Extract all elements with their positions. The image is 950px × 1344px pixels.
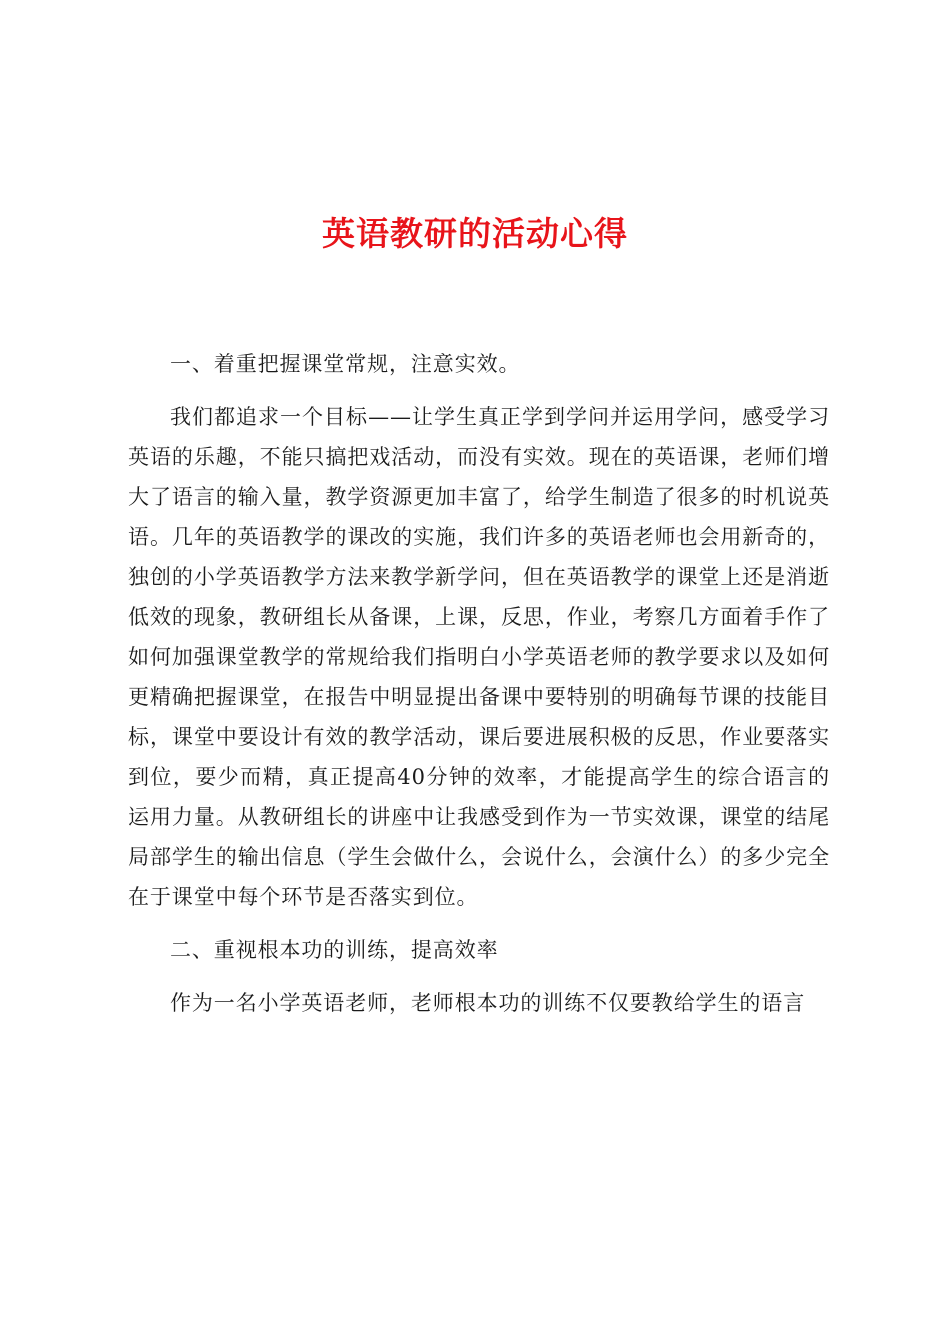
paragraph-2: 作为一名小学英语老师，老师根本功的训练不仅要教给学生的语言: [170, 991, 806, 1015]
section-heading-1: 一、着重把握课堂常规，注意实效。: [170, 352, 521, 376]
document-body: [128, 344, 830, 1023]
section-heading-2: 二、重视根本功的训练，提高效率: [170, 938, 499, 962]
paragraph-1: 我们都追求一个目标——让学生真正学到学问并运用学问，感受学习英语的乐趣，不能只搞把戏活动，而没有实效。现在的英语课，老师们增大了语言的输入量，教学资源更加丰富了，给学生制造了很多的时机说英语。几年的英语教学的课改的实施，我们许多的英语老师也会用新奇的，独创的小学英语教学方法来教学新学问，但在英语教学的课堂上还是消逝低效的现象，教研组长从备课，上课，反思，作业，考察几方面着手作了如何加强课堂教学的常规给我们指明白小学英语老师的教学要求以及如何更精确把握课堂，在报告中明显提出备课中要特别的明确每节课的技能目标，课堂中要设计有效的教学活动，课后要进展积极的反思，作业要落实到位，要少而精，真正提高40分钟的效率，才能提高学生的综合语言的运用力量。从教研组长的讲座中让我感受到作为一节实效课，课堂的结尾局部学生的输出信息（学生会做什么，会说什么，会演什么）的多少完全在于课堂中每个环节是否落实到位。: [128, 405, 830, 909]
document-title: 英语教研的活动心得: [322, 214, 628, 253]
